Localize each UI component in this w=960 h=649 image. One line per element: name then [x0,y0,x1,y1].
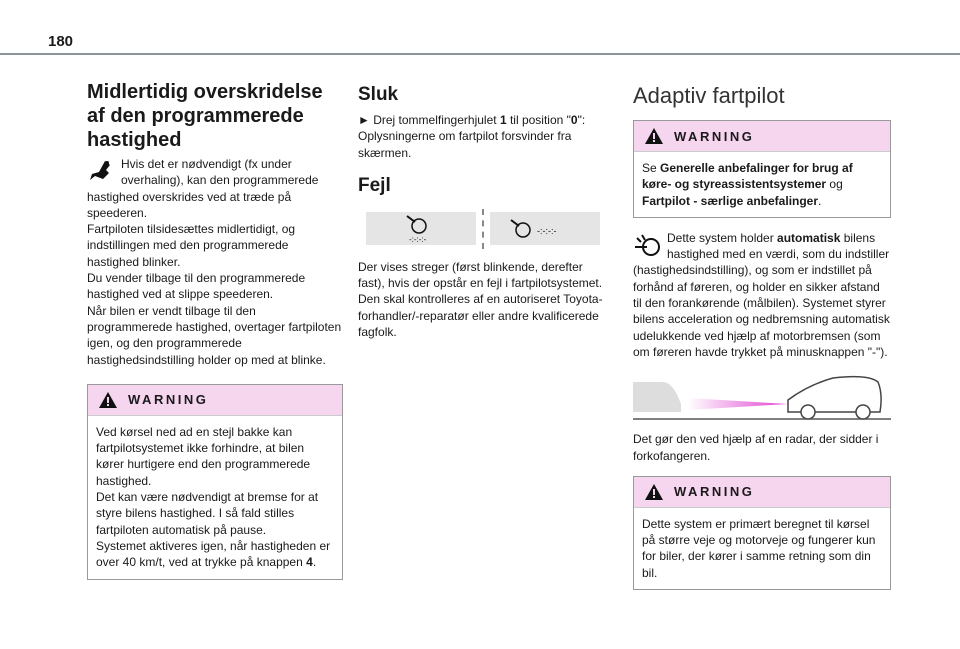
text-segment: Dette system holder [667,230,778,245]
fault-display-figure [366,209,604,249]
warning-title: WARNING [674,484,755,500]
text-segment: Systemet aktiveres igen, når hastigheden er over 40 km/t, ved at trykke på knappen [96,538,331,570]
text-segment: Se [642,161,661,175]
adaptive-paragraph [633,230,891,360]
text-segment: og [826,177,843,192]
fault-paragraph: Der vises streger (først blinkende, derefter fast), hvis der opstår en fejl i fartpilotsystemet. [358,259,603,291]
section-heading-fejl: Fejl [358,174,391,196]
warning-text: Ved kørsel ned ad en stejl bakke kan fartpilotsystemet ikke forhindre, at bilen kører hurtigere end den programmerede hastighed. [96,424,311,488]
warning-triangle-icon [644,127,664,145]
speedometer-icon [505,217,585,241]
warning-triangle-icon [644,483,664,501]
text-segment: til position " [506,113,571,127]
warning-title: WARNING [674,128,755,144]
override-paragraph: Hvis det er nødvendigt (fx under overhaling), kan den programmerede hastighed overskrides ved at træde på speederen. [87,157,319,220]
text-segment: bilens hastighed med en værdi, som du indstiller (hastighedsindstilling), og som er indstillet på forhånd af føreren, og holder en sikker afstand til den forankørende (målbilen). Systemet styrer bilens acceleration og nedbremsning automatisk udelukkende ved hjælp af motorbremsen (som om føreren havde trykket på minusknappen "-"). [633,230,890,359]
radar-beam [688,398,788,410]
section-heading-sluk: Sluk [358,84,399,105]
text-segment: automatisk [777,230,841,245]
section-heading: Midlertidig overskridelse af den programmerede hastighed [87,81,323,151]
text-segment: . [312,555,317,570]
display-vertical-dashes [366,212,476,245]
warning-text: Det kan være nødvendigt at bremse for at styre bilens hastighed. I så fald stilles fartpiloten automatisk på pause. [96,490,319,537]
text-segment: 1 [499,113,507,127]
radar-illustration [633,368,891,420]
speedometer-icon [401,214,441,244]
section-heading-adaptive: Adaptiv fartpilot [633,83,785,108]
warning-box [87,384,343,580]
warning-triangle-icon [98,391,118,409]
text-line: Du vender tilbage til den programmerede hastighed ved at slippe speederen. [87,271,306,302]
text-segment: Fartpilot - særlige anbefalinger [642,193,819,208]
text-line: Fartpiloten tilsidesættes midlertidigt, og indstillingen med den programmerede hastighed blinker. [87,222,296,269]
middle-column [358,84,604,340]
text-line: Når bilen er vendt tilbage til den programmerede hastighed, overtager fartpiloten igen, og den programmerede hastighedsindstilling holder op med at blinke. [87,303,342,367]
sluk-paragraph [358,112,604,161]
left-column [87,80,343,580]
svg-text:-:-:-:-: -:-:-:- [409,234,427,244]
right-column [633,84,891,590]
accelerator-foot-icon [87,158,117,186]
button-number: 4 [306,555,313,570]
divider [482,209,484,249]
display-horizontal-dashes [490,212,600,245]
warning-text: Dette system er primært beregnet til kørsel på større veje og motorveje og fungerer kun for biler, der kører i samme retning som din bil. [634,507,890,589]
warning-title: WARNING [128,392,209,408]
warning-text [96,538,334,571]
warning-text [634,151,890,217]
radar-paragraph: Det gør den ved hjælp af en radar, der sidder i forkofangeren. [633,432,879,463]
text-segment: Generelle anbefalinger for brug af køre- og styreassistentsystemer [642,161,853,192]
text-segment: 0 [570,113,578,127]
following-car [633,382,681,412]
adaptive-cruise-icon [633,232,663,260]
warning-box [633,476,891,590]
fault-paragraph: Den skal kontrolleres af en autoriseret Toyota-forhandler/-reparatør eller andre kvalificerede fagfolk. [358,292,603,340]
text-segment: ► Drej tommelfingerhjulet [358,113,500,127]
svg-text:-:-:-:-: -:-:-:- [537,225,557,236]
header-divider [0,53,960,55]
warning-box [633,120,891,218]
text-segment: . [818,193,822,208]
page-number: 180 [48,33,74,50]
text-segment: ": Oplysningerne om fartpilot forsvinder fra skærmen. [358,113,586,160]
